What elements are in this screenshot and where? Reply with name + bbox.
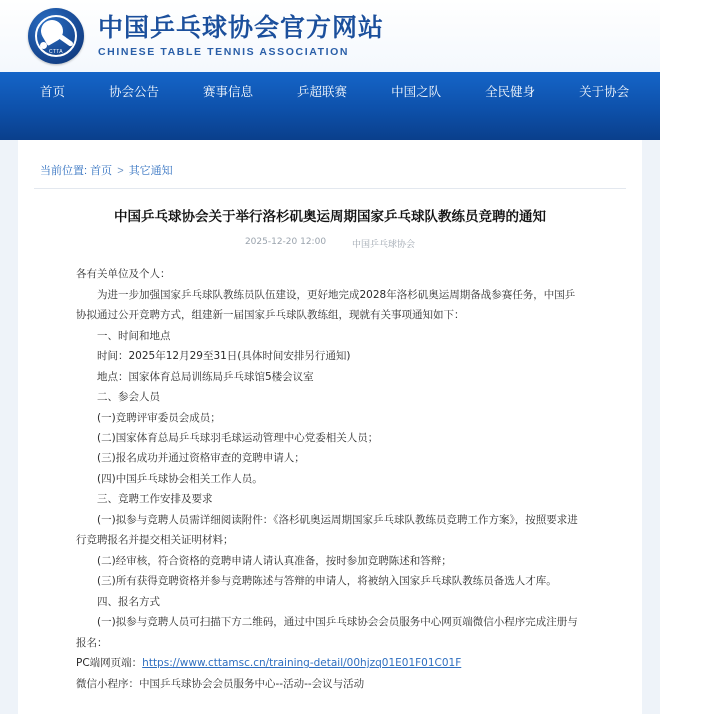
article-paragraph: 一、时间和地点	[97, 329, 171, 342]
article-paragraph: (三)报名成功并通过资格审查的竞聘申请人；	[97, 452, 305, 465]
article-paragraph: (一)拟参与竞聘人员需详细阅读附件：《洛杉矶奥运周期国家乒乓球队教练员竞聘工作方案》，按照要求进行竞聘报名并提交相关证明材料；	[76, 513, 578, 547]
breadcrumb-home[interactable]: 首页	[90, 165, 113, 177]
article-paragraph: 时间：2025年12月29至31日(具体时间安排另行通知)	[97, 350, 351, 363]
site-search[interactable]	[651, 56, 720, 128]
nav-events[interactable]: 赛事信息	[203, 84, 254, 99]
article-body	[18, 264, 642, 694]
site-title-en: CHINESE TABLE TENNIS ASSOCIATION	[98, 45, 350, 58]
miniprogram-line: 微信小程序：中国乒乓球协会会员服务中心--活动--会议与活动	[76, 677, 365, 690]
article-paragraph: (四)中国乒乓球协会相关工作人员。	[97, 472, 263, 485]
nav-super-league[interactable]: 乒超联赛	[297, 84, 348, 99]
content-area	[0, 140, 660, 714]
site-search-label: 站内搜索	[669, 59, 682, 127]
nav-fitness[interactable]: 全民健身	[485, 84, 536, 99]
banner-strip	[0, 112, 660, 140]
breadcrumb-separator: >	[117, 165, 124, 177]
breadcrumb-current: 其它通知	[128, 165, 173, 177]
logo-text: CTTA	[49, 49, 63, 55]
nav-announcements[interactable]: 协会公告	[109, 84, 160, 99]
site-brand	[98, 14, 384, 58]
article-paragraph: (二)国家体育总局乒乓球羽毛球运动管理中心党委相关人员；	[97, 432, 379, 444]
article-paragraph: 各有关单位及个人：	[76, 268, 171, 281]
article-source: 中国乒乓球协会	[352, 240, 416, 251]
breadcrumb-prefix: 当前位置:	[40, 165, 88, 177]
article-paragraph: 四、报名方式	[97, 595, 160, 608]
article-paragraph: 地点：国家体育总局训练局乒乓球馆5楼会议室	[97, 370, 314, 383]
pc-url-label: PC端网页端：	[76, 657, 143, 670]
article-paragraph: (三)所有获得竞聘资格并参与竞聘陈述与答辩的申请人，将被纳入国家乒乓球队教练员备选人才库。	[97, 575, 557, 588]
main-nav	[0, 59, 682, 127]
page-title: 中国乒乓球协会关于举行洛杉矶奥运周期国家乒乓球队教练员竞聘的通知	[114, 209, 546, 225]
nav-about[interactable]: 关于协会	[579, 84, 630, 99]
article-paragraph: (一)拟参与竞聘人员可扫描下方二维码，通过中国乒乓球协会会员服务中心网页端微信小程序完成注册与报名：	[76, 616, 578, 649]
site-header	[0, 0, 660, 72]
article-paragraph: (一)竞聘评审委员会成员；	[97, 411, 221, 424]
article-paragraph: 二、参会人员	[97, 391, 160, 404]
breadcrumb-divider	[34, 188, 626, 189]
nav-team-china[interactable]: 中国之队	[391, 84, 442, 99]
article-card	[18, 140, 642, 714]
pc-url-line	[76, 653, 584, 673]
site-title-cn: 中国乒乓球协会官方网站	[98, 13, 385, 43]
article-paragraph: (二)经审核，符合资格的竞聘申请人请认真准备，按时参加竞聘陈述和答辩；	[97, 554, 452, 567]
search-icon[interactable]	[688, 85, 702, 99]
nav-home[interactable]: 首页	[40, 84, 66, 99]
breadcrumb	[18, 154, 642, 188]
article-date: 2025-12-20 12:00	[244, 237, 327, 248]
article-paragraph: 三、竞聘工作安排及要求	[97, 493, 213, 506]
article-paragraph: 为进一步加强国家乒乓球队教练员队伍建设，更好地完成2028年洛杉矶奥运周期备战参赛任务，中国乒协拟通过公开竞聘方式，组建新一届国家乒乓球队教练组，现就有关事项通知如下：	[76, 288, 576, 322]
ctta-logo-icon	[28, 8, 84, 64]
article-meta	[18, 237, 642, 250]
registration-url-link[interactable]: https://www.cttamsc.cn/training-detail/00hjzq01E01F01C01F	[142, 657, 462, 670]
